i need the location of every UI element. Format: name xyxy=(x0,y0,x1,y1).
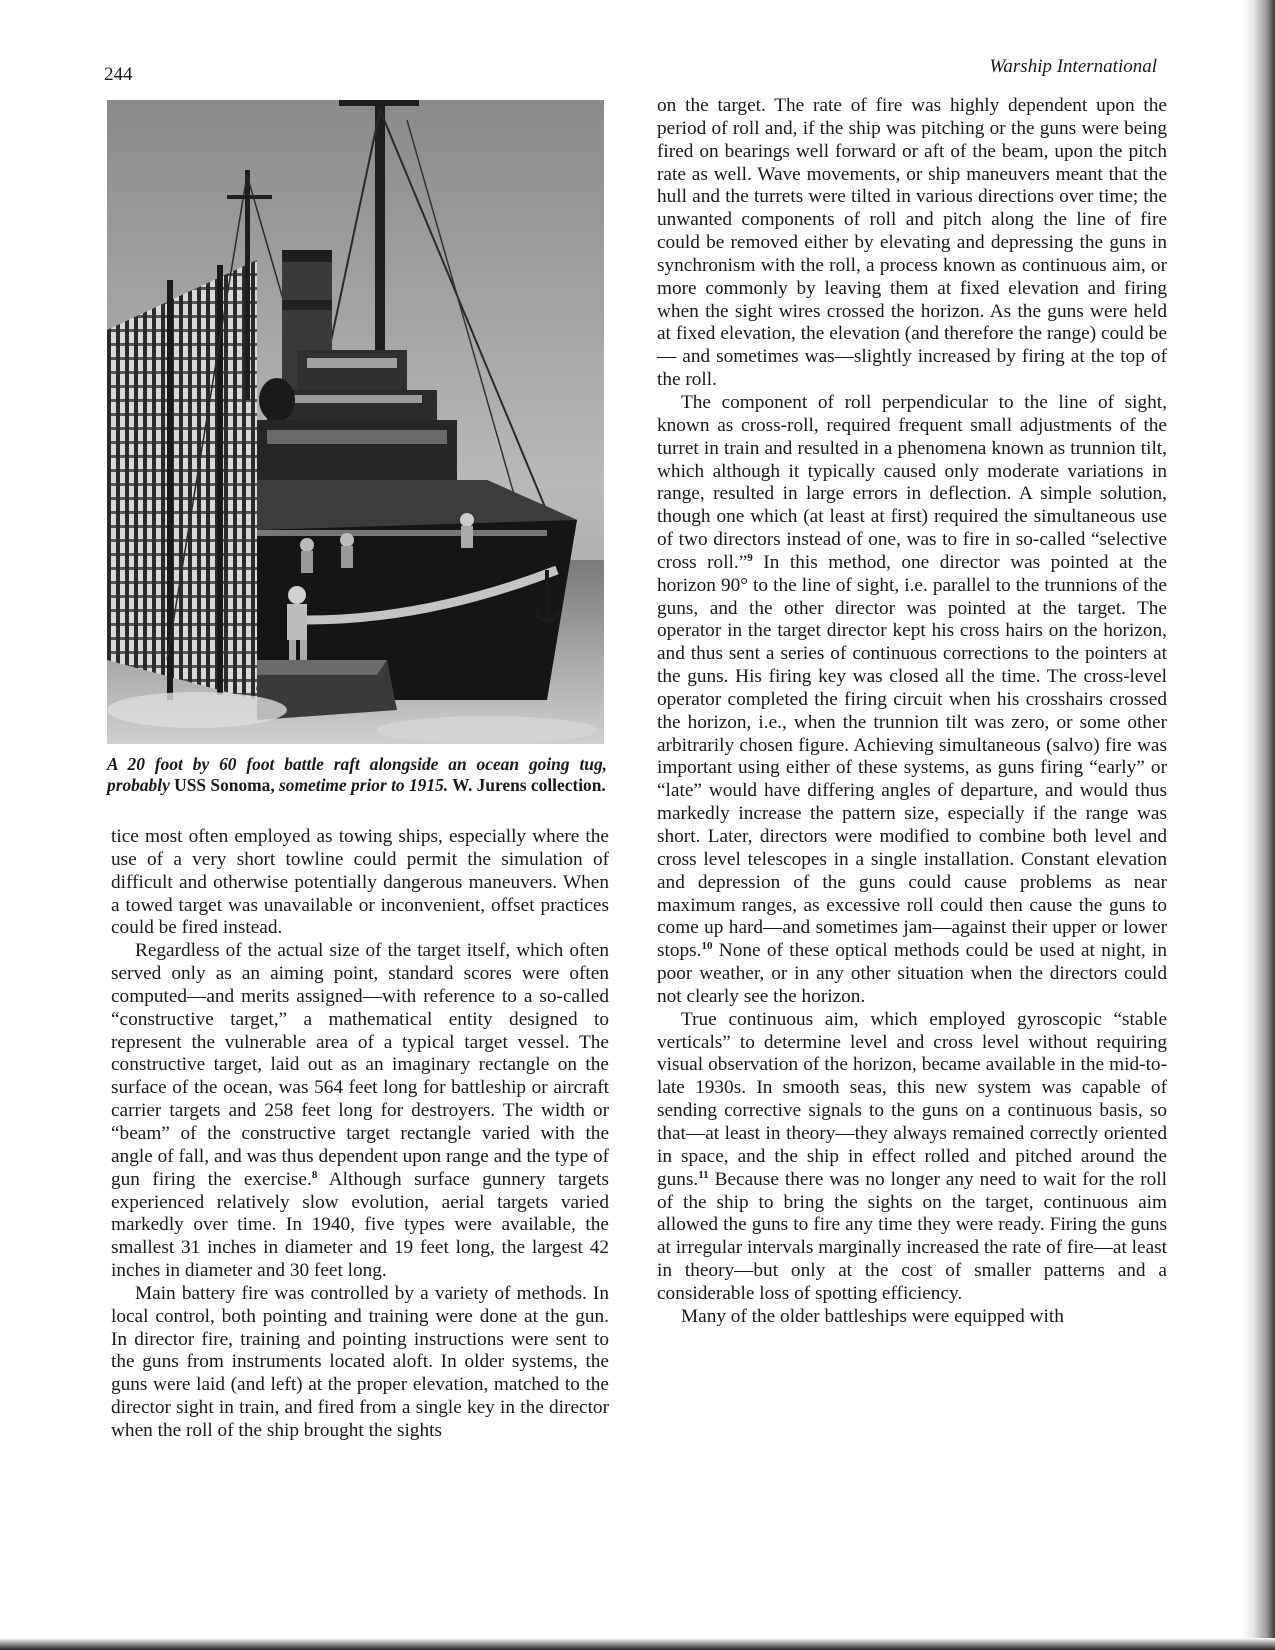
paragraph: Main battery fire was controlled by a variety of methods. In local control, both pointing and training were done at the gun. In director fire, training and pointing instructions were sent to the guns from instruments located aloft. In older systems, the guns were laid (and left) at the proper elevation, matched to the director sight in train, and fired from a single key in the director when the roll of the ship brought the sights xyxy=(111,1282,609,1441)
paragraph: tice most often employed as towing ships, especially where the use of a very short towline could permit the simulation of difficult and otherwise potentially dangerous maneuvers. When a towed target was unavailable or inconvenient, offset practices could be fired instead. xyxy=(111,826,609,939)
footnote-ref: 8 xyxy=(311,1168,318,1181)
paragraph-text: True continuous aim, which employed gyroscopic “stable verticals” to determine level and cross level without requiring visual observation of the horizon, became available in the mid-to-late 1930s. In smooth seas, this new system was capable of sending corrective signals to the guns on a continuous basis, so that—at least in theory—they always remained correctly oriented in space, and the ship in effect rolled and pitched around the guns. xyxy=(657,1008,1167,1190)
running-head: Warship International xyxy=(989,56,1157,77)
footnote-ref: 9 xyxy=(747,551,753,564)
caption-italic-2: probably xyxy=(107,775,170,795)
paragraph-text: In this method, one director was pointed at the horizon 90° to the line of sight, i.e. parallel to the trunnions of the guns, and the other director was pointed at the target. The operator in the target director kept his cross hairs on the horizon, and thus sent a series of continuous corrections to the pointers at the guns. His firing key was closed all the time. The cross-level operator completed the firing circuit when his crosshairs crossed the horizon, i.e., when the trunnion tilt was zero, or some other arbitrarily chosen figure. Achieving simultaneous (salvo) fire was important using either of these systems, as guns firing “early” or “late” would have differing angles of departure, and would thus markedly increase the pattern size, especially if the range was short. Later, directors were modified to combine both level and cross level telescopes in a single installation. Constant elevation and depression of the guns could cause problems as near maximum ranges, as excessive roll could then cause the guns to come up hard—and sometimes jam—against their upper or lower stops. xyxy=(657,551,1167,962)
page-number: 244 xyxy=(104,64,133,85)
footnote-ref: 11 xyxy=(698,1168,709,1181)
ship-photo-icon xyxy=(107,100,604,744)
paragraph-text: Although surface gunnery targets experienced relatively slow evolution, aerial targets varied markedly over time. In 1940, five types were available, the smallest 31 inches in diameter and 19 feet long, the largest 42 inches in diameter and 30 feet long. xyxy=(111,1168,609,1282)
paragraph-text: The component of roll perpendicular to the line of sight, known as cross-roll, required frequent small adjustments of the turret in train and resulted in a phenomena known as trunnion tilt, which although it typically caused only moderate variations in range, resulted in large errors in deflection. A simple solution, though one which (at least at first) required the simultaneous use of two directors instead of one, was to fire in so-called “selective cross roll.” xyxy=(657,391,1167,573)
caption-ship-name: USS Sonoma, xyxy=(174,775,275,795)
paragraph-text: None of these optical methods could be used at night, in poor weather, or in any other situation when the directors could not clearly see the horizon. xyxy=(657,940,1167,1007)
paragraph xyxy=(111,940,609,1283)
paragraph: Many of the older battleships were equipped with xyxy=(681,1305,1064,1327)
paragraph-text: Regardless of the actual size of the target itself, which often served only as an aiming point, standard scores were often computed—and merits assigned—with reference to a so-called “constructive target,” a mathematical entity designed to represent the vulnerable area of a typical target vessel. The constructive target, laid out as an imaginary rectangle on the surface of the ocean, was 564 feet long for battleship or aircraft carrier targets and 258 feet long for destroyers. The width or “beam” of the constructive target rectangle varied with the angle of fall, and was thus dependent upon range and the type of gun firing the exercise. xyxy=(111,940,609,1190)
page-binding-shadow xyxy=(1241,0,1275,1650)
paragraph xyxy=(657,392,1167,1009)
left-column xyxy=(111,826,609,1443)
caption-italic-3: sometime prior to 1915. xyxy=(279,775,449,795)
caption-credit: W. Jurens collection. xyxy=(452,775,606,795)
paragraph: on the target. The rate of fire was highly dependent upon the period of roll and, if the ship was pitching or the guns were being fired on bearings well forward or aft of the beam, upon the pitch rate as well. Wave movements, or ship maneuvers meant that the hull and the turrets were tilted in various directions over time; the unwanted components of roll and pitch along the line of fire could be removed either by elevating and depressing the guns in synchronism with the roll, a process known as continuous aim, or more commonly by leaving them at fixed elevation and firing when the sight wires crossed the horizon. As the guns were held at fixed elevation, the elevation (and therefore the range) could be— and sometimes was—slightly increased by firing at the top of the roll. xyxy=(657,95,1167,391)
footnote-ref: 10 xyxy=(701,940,713,953)
caption-italic-1: A 20 foot by 60 foot battle raft alongside an ocean going tug, xyxy=(107,754,607,774)
page-bottom-edge xyxy=(0,1638,1275,1650)
paragraph-text: Because there was no longer any need to wait for the roll of the ship to bring the sights on the target, continuous aim allowed the guns to fire any time they were ready. Firing the guns at irregular intervals marginally increased the rate of fire—at least in theory—but only at the cost of smaller patterns and a considerable loss of spotting efficiency. xyxy=(657,1168,1167,1304)
ship-photo xyxy=(107,100,604,744)
right-column xyxy=(657,95,1167,1329)
paragraph xyxy=(657,1009,1167,1306)
figure-caption xyxy=(107,754,607,796)
